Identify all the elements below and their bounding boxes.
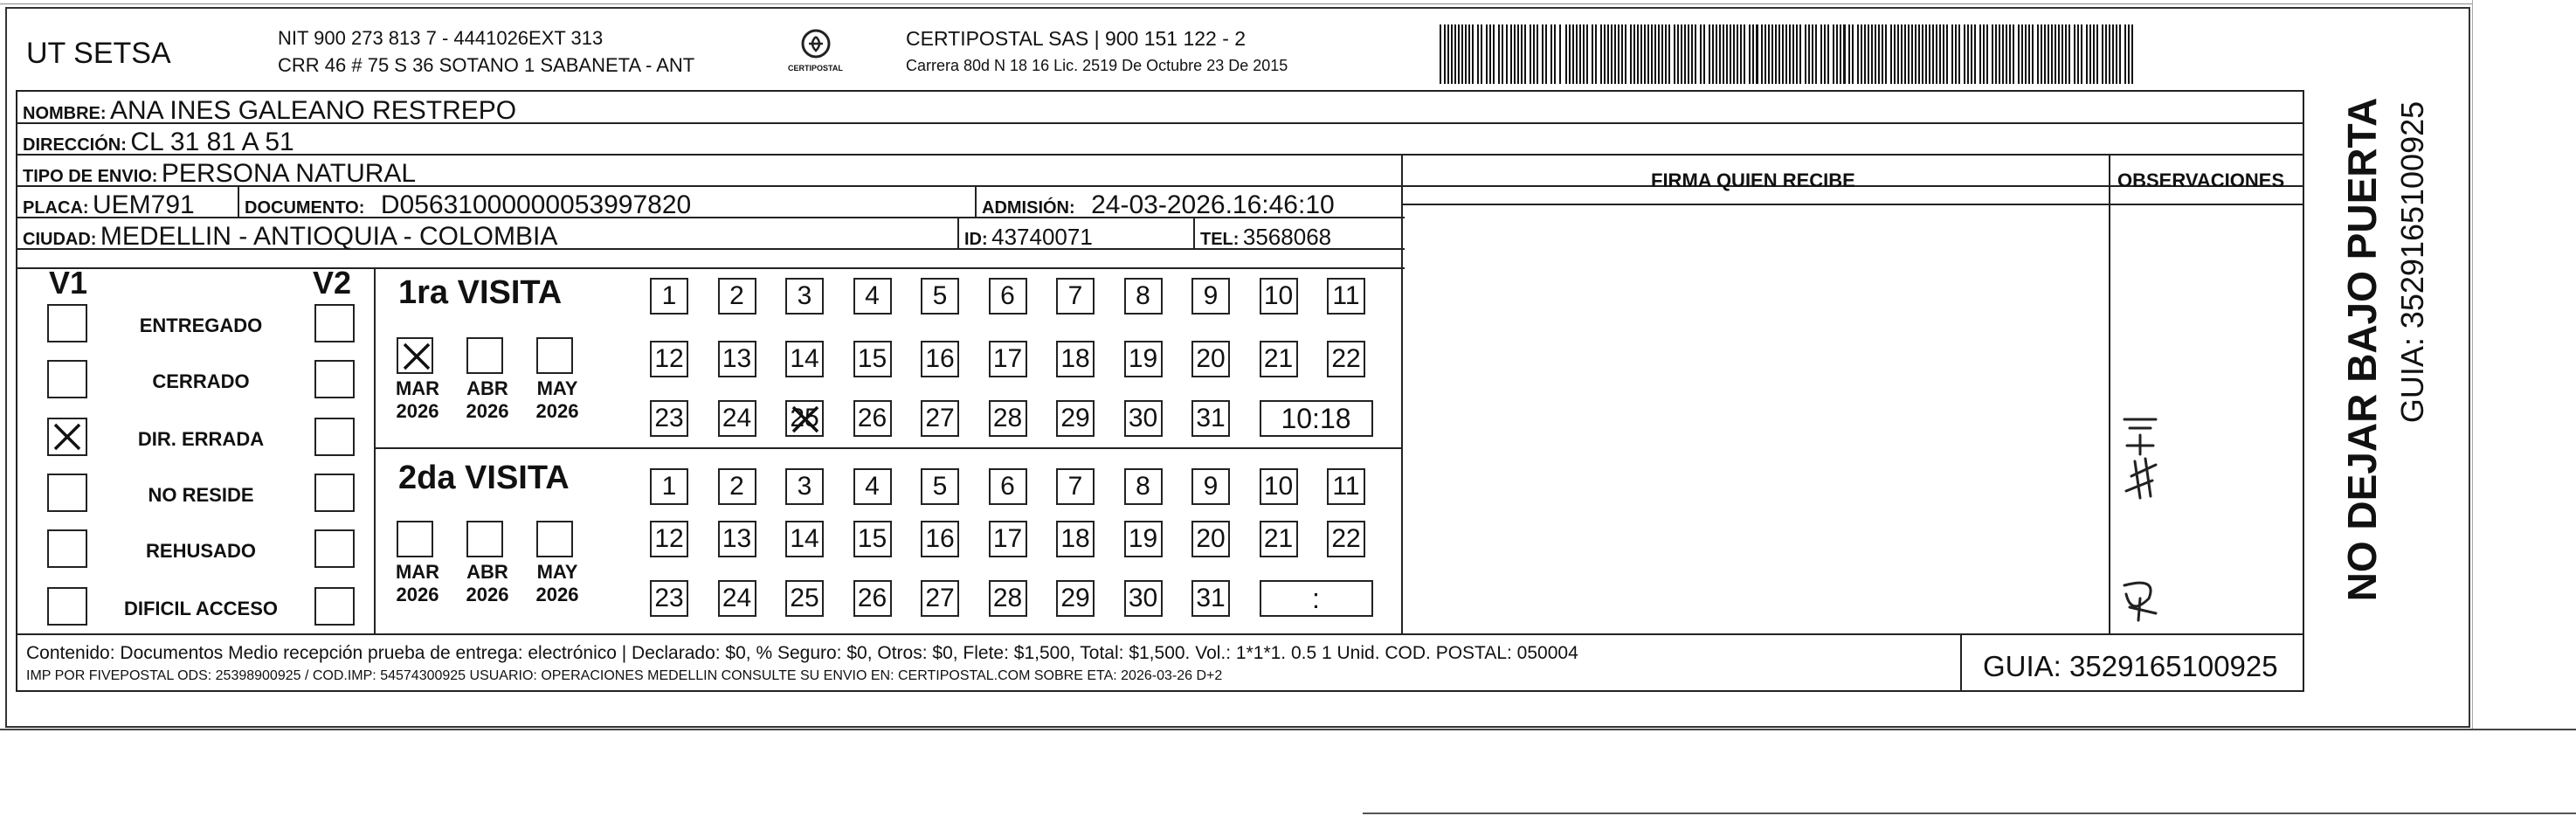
- direccion-value: CL 31 81 A 51: [130, 128, 294, 156]
- visita1-day-1[interactable]: [650, 278, 688, 315]
- ciudad-label: CIUDAD:: [23, 230, 97, 249]
- contenido-line: Contenido: Documentos Medio recepción prueba de entrega: electrónico | Declarado: $0, % Seguro: $0, Otros: $0, Flete: $1,500, Total: $1,500. Vol.: 1*1*1. 0.5 1 Unid. COD. POSTAL: 050004: [26, 643, 1578, 663]
- visita2-day-16[interactable]: [921, 521, 959, 557]
- visita1-day-label: 26: [857, 404, 887, 432]
- visita1-day-23[interactable]: [650, 400, 688, 437]
- visita2-day-13[interactable]: [718, 521, 756, 557]
- v2-checkbox-1[interactable]: [314, 304, 355, 342]
- visita1-day-3[interactable]: [785, 278, 824, 315]
- visita2-day-label: 11: [1332, 472, 1360, 501]
- visita2-day-15[interactable]: [853, 521, 892, 557]
- visita2-day-label: 3: [797, 472, 812, 501]
- visita2-day-label: 9: [1203, 472, 1219, 501]
- visita2-day-9[interactable]: [1191, 468, 1230, 505]
- visita1-day-label: 29: [1060, 404, 1090, 432]
- visita1-title: 1ra VISITA: [398, 274, 563, 311]
- visita2-day-label: 18: [1060, 524, 1090, 553]
- visita2-day-29[interactable]: [1056, 580, 1095, 617]
- visita1-year-label: 2026: [396, 400, 439, 422]
- visita1-day-label: 15: [857, 344, 887, 373]
- visita2-day-28[interactable]: [989, 580, 1027, 617]
- placa-label: PLACA:: [23, 198, 89, 218]
- logo-caption: CERTIPOSTAL: [788, 64, 843, 73]
- observaciones-header: OBSERVACIONES: [2117, 169, 2285, 191]
- visita1-day-label: 24: [722, 404, 752, 432]
- visita1-day-label: 5: [932, 281, 948, 310]
- visita1-day-label: 10: [1263, 281, 1294, 310]
- visita2-day-label: 28: [992, 584, 1023, 612]
- visita2-day-label: 10: [1263, 472, 1294, 501]
- tel-label: TEL:: [1200, 230, 1240, 249]
- visita1-day-22[interactable]: [1327, 341, 1365, 377]
- visita2-day-label: 22: [1331, 524, 1361, 553]
- v2-header: V2: [313, 265, 352, 301]
- barcode: [1440, 24, 2137, 84]
- v2-checkbox-3[interactable]: [314, 418, 355, 456]
- visita1-day-label: 17: [992, 344, 1023, 373]
- visita1-day-31[interactable]: [1191, 400, 1230, 437]
- visita2-day-4[interactable]: [853, 468, 892, 505]
- v1-checkbox-2[interactable]: [47, 360, 87, 398]
- motivo-label: DIFICIL ACCESO: [123, 598, 278, 619]
- direccion-label: DIRECCIÓN:: [23, 135, 127, 155]
- visita2-month-checkbox-mar[interactable]: [397, 521, 433, 557]
- visita2-year-label: 2026: [535, 584, 579, 605]
- visita2-day-21[interactable]: [1260, 521, 1298, 557]
- company-name: UT SETSA: [26, 37, 171, 70]
- visita1-day-label: 20: [1196, 344, 1226, 373]
- visita1-day-18[interactable]: [1056, 341, 1095, 377]
- visita1-day-label: 21: [1263, 344, 1294, 373]
- tipo-envio-value: PERSONA NATURAL: [161, 159, 417, 188]
- v1-checkbox-6[interactable]: [47, 587, 87, 626]
- visita1-day-label: 28: [992, 404, 1023, 432]
- visita1-day-27[interactable]: [921, 400, 959, 437]
- visita2-day-24[interactable]: [718, 580, 756, 617]
- id-label: ID:: [964, 230, 988, 249]
- visita1-day-label: 11: [1332, 281, 1360, 310]
- tipo-envio-label: TIPO DE ENVIO:: [23, 167, 158, 186]
- visita1-day-25[interactable]: [785, 400, 824, 437]
- visita1-day-label: 14: [790, 344, 819, 373]
- no-dejar-bajo-puerta: NO DEJAR BAJO PUERTA: [2339, 97, 2385, 602]
- visita1-day-24[interactable]: [718, 400, 756, 437]
- visita1-day-label: 3: [797, 281, 812, 310]
- admision-label: ADMISIÓN:: [982, 198, 1075, 218]
- nombre-label: NOMBRE:: [23, 104, 107, 123]
- visita1-time-value: 10:18: [1281, 403, 1351, 434]
- visita2-day-label: 16: [925, 524, 955, 553]
- documento-label: DOCUMENTO:: [245, 198, 365, 218]
- motivo-label: DIR. ERRADA: [137, 428, 265, 450]
- v2-checkbox-2[interactable]: [314, 360, 355, 398]
- visita1-day-4[interactable]: [853, 278, 892, 315]
- visita2-time-value: :: [1312, 583, 1320, 614]
- visita1-day-label: 22: [1331, 344, 1361, 373]
- visita1-day-label: 18: [1060, 344, 1090, 373]
- visita1-day-label: 1: [661, 281, 677, 310]
- visita2-day-2[interactable]: [718, 468, 756, 505]
- visita2-day-label: 14: [790, 524, 819, 553]
- visita2-day-7[interactable]: [1056, 468, 1095, 505]
- visita1-time-box[interactable]: [1260, 400, 1373, 437]
- visita1-day-28[interactable]: [989, 400, 1027, 437]
- visita2-day-25[interactable]: [785, 580, 824, 617]
- visita1-day-16[interactable]: [921, 341, 959, 377]
- visita1-month-checkbox-abr[interactable]: [466, 337, 503, 374]
- visita1-day-label: 13: [722, 344, 752, 373]
- visita2-day-12[interactable]: [650, 521, 688, 557]
- visita1-day-26[interactable]: [853, 400, 892, 437]
- imp-line: IMP POR FIVEPOSTAL ODS: 25398900925 / COD.IMP: 54574300925 USUARIO: OPERACIONES MEDELLIN CONSULTE SU ENVIO EN: CERTIPOSTAL.COM SOBRE ETA: 2026-03-26 D+2: [26, 668, 1223, 683]
- visita1-day-label: 9: [1203, 281, 1219, 310]
- visita2-day-10[interactable]: [1260, 468, 1298, 505]
- visita1-day-30[interactable]: [1124, 400, 1163, 437]
- admision-value: 24-03-2026.16:46:10: [1091, 190, 1335, 219]
- visita2-day-27[interactable]: [921, 580, 959, 617]
- motivo-label: ENTREGADO: [139, 315, 263, 336]
- visita1-day-label: 8: [1136, 281, 1150, 310]
- visita2-day-19[interactable]: [1124, 521, 1163, 557]
- visita1-day-label: 4: [865, 281, 880, 310]
- visita1-month-label: MAY: [536, 377, 578, 399]
- visita2-day-1[interactable]: [650, 468, 688, 505]
- observaciones-handwriting: [2114, 411, 2166, 629]
- visita1-day-9[interactable]: [1191, 278, 1230, 315]
- visita1-day-14[interactable]: [785, 341, 824, 377]
- side-guia: GUIA: 3529165100925: [2394, 100, 2430, 424]
- visita2-day-3[interactable]: [785, 468, 824, 505]
- visita1-day-label: 6: [1000, 281, 1015, 310]
- visita1-day-label: 30: [1128, 404, 1158, 432]
- visita2-month-label: MAY: [536, 561, 578, 583]
- visita2-month-checkbox-abr[interactable]: [466, 521, 503, 557]
- visita1-day-label: 31: [1196, 404, 1226, 432]
- visita1-month-label: ABR: [466, 377, 508, 399]
- visita2-day-label: 6: [1000, 472, 1015, 501]
- visita2-day-label: 13: [722, 524, 752, 553]
- visita2-day-label: 25: [790, 584, 819, 612]
- visita1-day-15[interactable]: [853, 341, 892, 377]
- visita2-day-20[interactable]: [1191, 521, 1230, 557]
- visita1-day-10[interactable]: [1260, 278, 1298, 315]
- visita2-year-label: 2026: [396, 584, 439, 605]
- visita1-day-label: 12: [654, 344, 684, 373]
- visita2-day-label: 26: [857, 584, 887, 612]
- visita2-day-label: 15: [857, 524, 887, 553]
- certipostal-company: CERTIPOSTAL SAS | 900 151 122 - 2: [906, 27, 1247, 50]
- placa-value: UEM791: [93, 190, 195, 219]
- visita2-day-17[interactable]: [989, 521, 1027, 557]
- visita2-day-label: 30: [1128, 584, 1158, 612]
- v1-checkbox-5[interactable]: [47, 529, 87, 568]
- visita2-day-11[interactable]: [1327, 468, 1365, 505]
- visita1-day-29[interactable]: [1056, 400, 1095, 437]
- visita2-day-5[interactable]: [921, 468, 959, 505]
- visita2-day-label: 21: [1263, 524, 1294, 553]
- visita2-day-label: 8: [1136, 472, 1150, 501]
- nit-line: NIT 900 273 813 7 - 4441026EXT 313: [278, 27, 604, 49]
- visita2-day-label: 29: [1060, 584, 1090, 612]
- visita2-day-label: 19: [1128, 524, 1158, 553]
- visita2-day-14[interactable]: [785, 521, 824, 557]
- visita1-day-label: 23: [654, 404, 684, 432]
- visita2-month-checkbox-may[interactable]: [536, 521, 573, 557]
- visita1-day-17[interactable]: [989, 341, 1027, 377]
- visita2-day-30[interactable]: [1124, 580, 1163, 617]
- visita2-day-18[interactable]: [1056, 521, 1095, 557]
- visita2-year-label: 2026: [466, 584, 509, 605]
- visita2-day-26[interactable]: [853, 580, 892, 617]
- visita1-day-5[interactable]: [921, 278, 959, 315]
- visita1-year-label: 2026: [535, 400, 579, 422]
- tel-value: 3568068: [1242, 224, 1332, 250]
- nombre-value: ANA INES GALEANO RESTREPO: [110, 96, 517, 125]
- visita1-day-13[interactable]: [718, 341, 756, 377]
- motivo-label: NO RESIDE: [148, 484, 254, 506]
- visita1-day-19[interactable]: [1124, 341, 1163, 377]
- visita1-day-label: 2: [729, 281, 744, 310]
- id-value: 43740071: [991, 224, 1093, 250]
- visita2-month-label: ABR: [466, 561, 508, 583]
- visita1-day-21[interactable]: [1260, 341, 1298, 377]
- firma-header: FIRMA QUIEN RECIBE: [1651, 169, 1855, 191]
- visita1-day-7[interactable]: [1056, 278, 1095, 315]
- visita1-day-label: 27: [925, 404, 955, 432]
- visita2-day-label: 24: [722, 584, 752, 612]
- visita1-year-label: 2026: [466, 400, 509, 422]
- visita2-day-22[interactable]: [1327, 521, 1365, 557]
- visita1-day-8[interactable]: [1124, 278, 1163, 315]
- visita2-day-label: 1: [661, 472, 677, 501]
- visita2-title: 2da VISITA: [398, 460, 570, 496]
- visita2-day-label: 5: [932, 472, 948, 501]
- visita1-month-checkbox-mar[interactable]: [397, 337, 433, 374]
- motivo-label: REHUSADO: [146, 540, 256, 562]
- visita2-day-23[interactable]: [650, 580, 688, 617]
- documento-value: D05631000000053997820: [380, 190, 692, 219]
- visita2-day-label: 2: [729, 472, 744, 501]
- v1-checkbox-1[interactable]: [47, 304, 87, 342]
- v2-checkbox-6[interactable]: [314, 587, 355, 626]
- visita1-day-11[interactable]: [1327, 278, 1365, 315]
- visita2-day-label: 7: [1067, 472, 1083, 501]
- visita1-day-20[interactable]: [1191, 341, 1230, 377]
- visita2-day-label: 12: [654, 524, 684, 553]
- visita2-day-label: 20: [1196, 524, 1226, 553]
- v1-checkbox-4[interactable]: [47, 474, 87, 512]
- visita1-day-2[interactable]: [718, 278, 756, 315]
- company-address: CRR 46 # 75 S 36 SOTANO 1 SABANETA - ANT: [278, 54, 695, 76]
- visita1-month-label: MAR: [395, 377, 440, 399]
- visita2-month-label: MAR: [395, 561, 440, 583]
- visita2-day-label: 27: [925, 584, 955, 612]
- v2-checkbox-4[interactable]: [314, 474, 355, 512]
- guia-footer: GUIA: 3529165100925: [1983, 650, 2278, 682]
- visita2-day-label: 31: [1196, 584, 1226, 612]
- visita2-day-6[interactable]: [989, 468, 1027, 505]
- visita1-day-6[interactable]: [989, 278, 1027, 315]
- visita1-day-12[interactable]: [650, 341, 688, 377]
- visita2-day-label: 4: [865, 472, 880, 501]
- visita1-day-label: 16: [925, 344, 955, 373]
- visita2-day-8[interactable]: [1124, 468, 1163, 505]
- visita1-day-label: 7: [1067, 281, 1083, 310]
- v1-header: V1: [49, 265, 88, 301]
- motivo-label: CERRADO: [152, 370, 250, 392]
- v1-checkbox-3[interactable]: [47, 418, 87, 456]
- ciudad-value: MEDELLIN - ANTIOQUIA - COLOMBIA: [100, 222, 558, 251]
- visita1-day-label: 25: [790, 404, 819, 432]
- visita1-month-checkbox-may[interactable]: [536, 337, 573, 374]
- visita2-day-31[interactable]: [1191, 580, 1230, 617]
- visita2-day-label: 23: [654, 584, 684, 612]
- visita2-time-box[interactable]: [1260, 580, 1373, 617]
- v2-checkbox-5[interactable]: [314, 529, 355, 568]
- certipostal-address: Carrera 80d N 18 16 Lic. 2519 De Octubre 23 De 2015: [906, 57, 1288, 74]
- visita2-day-label: 17: [992, 524, 1023, 553]
- certipostal-logo: [790, 24, 842, 77]
- visita1-day-label: 19: [1128, 344, 1158, 373]
